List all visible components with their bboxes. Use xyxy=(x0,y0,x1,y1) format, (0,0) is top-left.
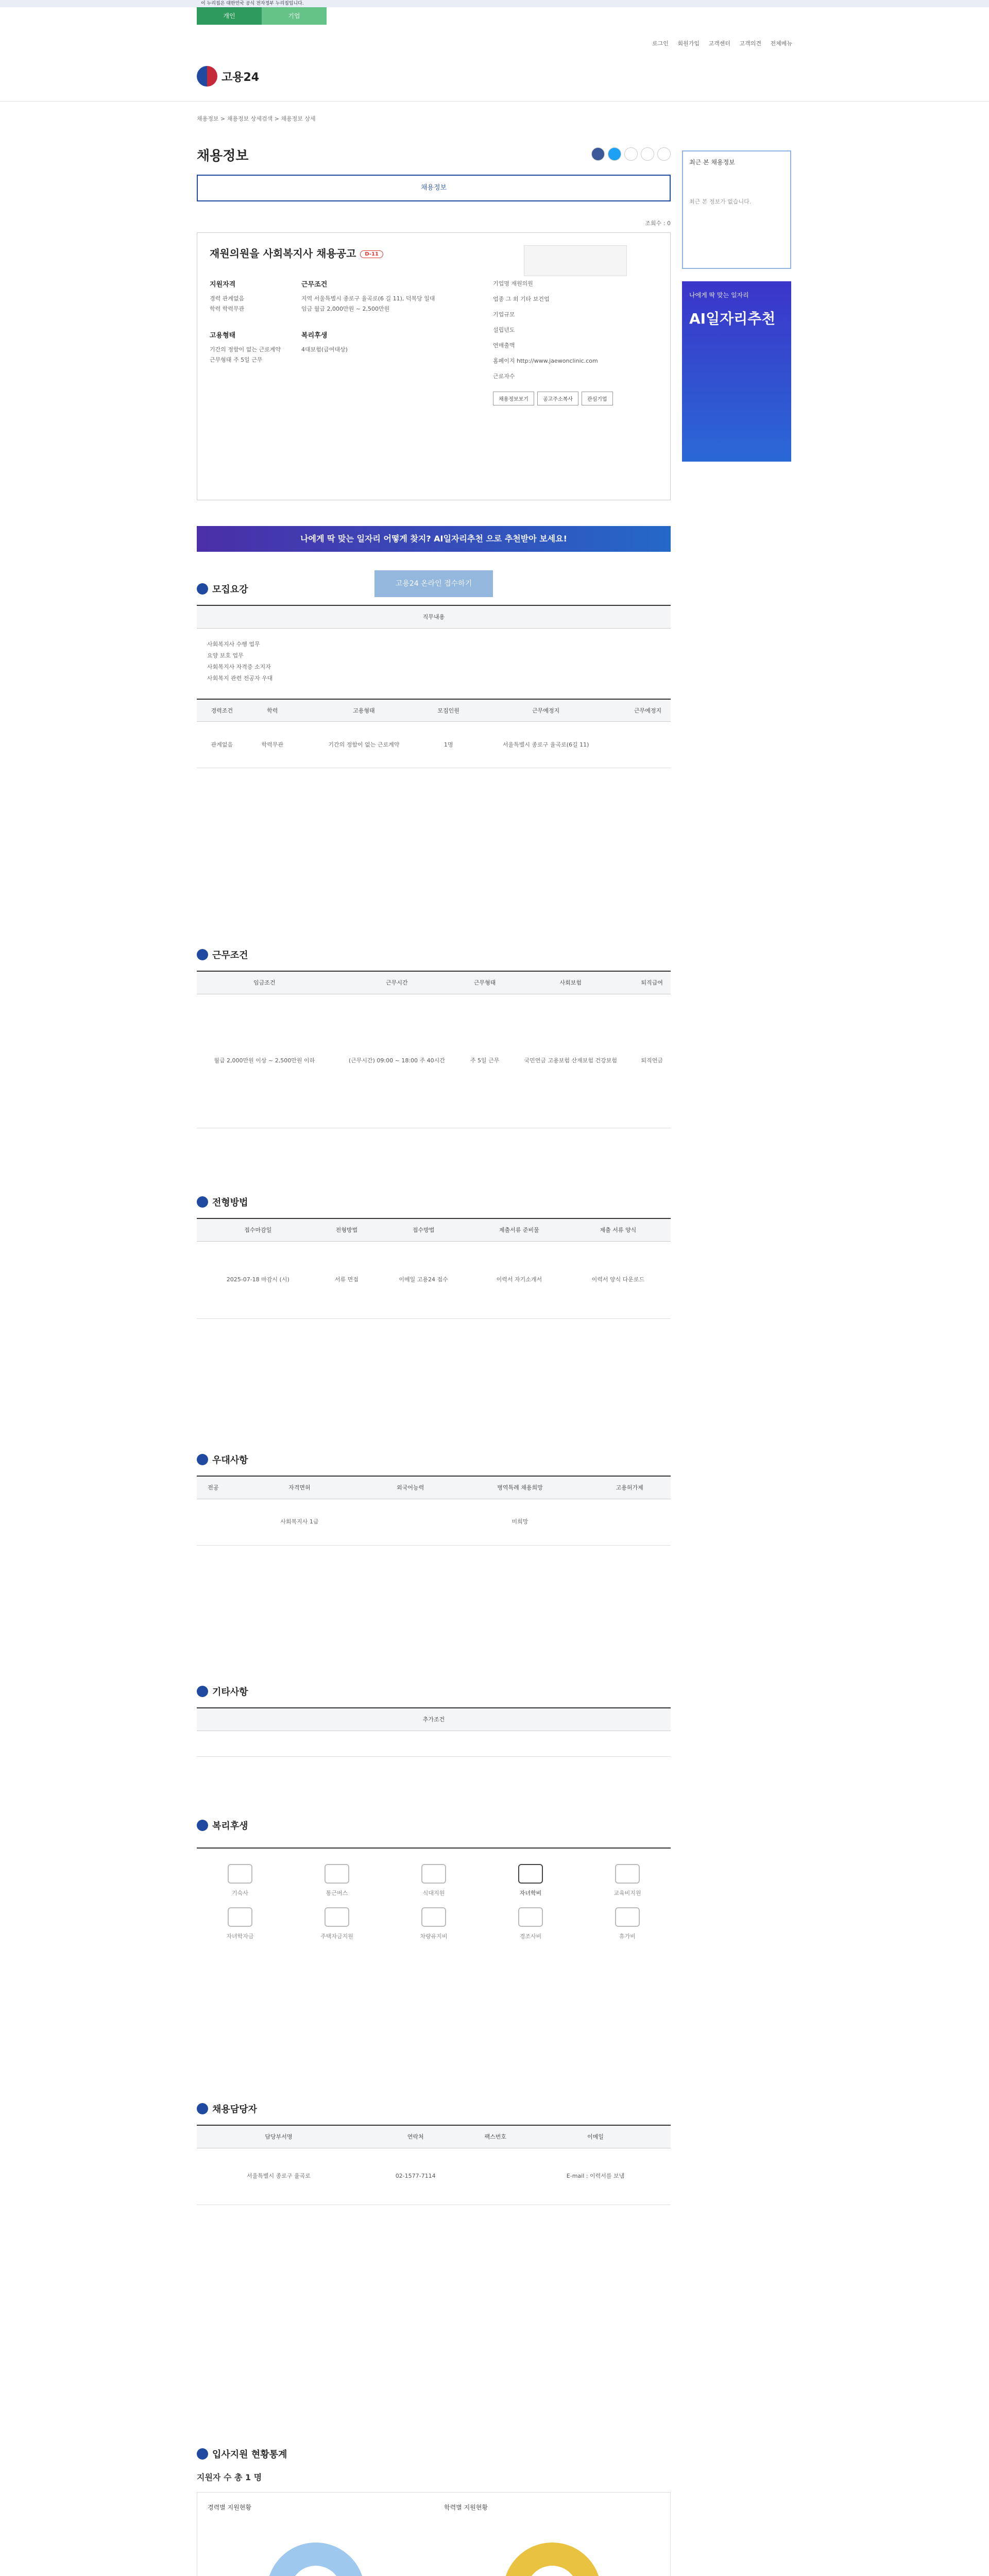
condition-col: 근무조건 지역 서울특별시 종로구 율곡로(6 길 11), 덕복당 일대 임금 월급 2,000만원 ~ 2,500만원 복리후생 4대보험(급여대상) xyxy=(301,281,435,353)
signup-link[interactable]: 회원가입 xyxy=(677,40,700,47)
welfare-section: 복리후생 기숙사 통근버스 식대지원 자녀학비 교육비지원 자녀학자금 주택자금지원 차량유지비 경조사비 휴가비 xyxy=(197,1819,671,1940)
taegeuk-icon xyxy=(197,66,217,87)
company-logo xyxy=(524,245,627,276)
util-links xyxy=(645,39,792,47)
welfare-item: 통근버스 xyxy=(294,1864,380,1897)
welfare-item: 주택자금지원 xyxy=(294,1907,380,1940)
stats-total: 지원자 수 총 1 명 xyxy=(197,2472,262,2482)
ai-banner[interactable]: 나에게 딱 맞는 일자리 어떻게 찾지? AI일자리추천 으로 추천받아 보세요! xyxy=(197,526,671,552)
twitter-icon[interactable] xyxy=(608,147,621,161)
tab-personal[interactable]: 개인 xyxy=(197,7,262,25)
view-count: 조회수 : 0 xyxy=(645,220,671,227)
link-icon[interactable] xyxy=(641,147,654,161)
stats-section: 입사지원 현황통계 지원자 수 총 1 명 경력별 지원현황 학력별 지원현황 xyxy=(197,2447,671,2576)
section-icon xyxy=(197,583,208,595)
share-buttons xyxy=(591,147,671,161)
section-icon xyxy=(197,1686,208,1697)
welfare-item: 휴가비 xyxy=(584,1907,671,1940)
section-icon xyxy=(197,1820,208,1831)
copy-button[interactable]: 공고주소복사 xyxy=(537,392,578,405)
favorite-button[interactable]: 관심기업 xyxy=(582,392,613,405)
login-link[interactable]: 로그인 xyxy=(652,40,669,47)
feedback-link[interactable]: 고객의견 xyxy=(739,40,761,47)
blog-icon[interactable] xyxy=(624,147,638,161)
contact-section: 채용담당자 담당부서명 연락처 팩스번호 이메일 서울특별시 종로구 율곡로 02-1577-7114 E-mail : 이력서를 보냄 xyxy=(197,2102,671,2205)
section-icon xyxy=(197,2448,208,2460)
company-info: 기업명 재원의원 업종 그 외 기타 보건업 기업규모 설립년도 연매출액 홈페이지 http://www.jaewonclinic.com 근로자수 채용정보보기 공고주소복사 관심기업 xyxy=(493,245,658,405)
page-title: 채용정보 xyxy=(197,148,249,164)
prefer-section: 우대사항 전공 자격면허 외국어능력 병역특례 채용희망 고용허가제 사회복지사 1급 미희망 xyxy=(197,1453,671,1546)
view-button[interactable]: 채용정보보기 xyxy=(493,392,534,405)
welfare-item: 차량유지비 xyxy=(390,1907,477,1940)
etc-section: 기타사항 추가조건 xyxy=(197,1685,671,1757)
welfare-item: 교육비지원 xyxy=(584,1864,671,1897)
main-content xyxy=(197,145,671,597)
section-icon xyxy=(197,949,208,960)
welfare-item: 자녀학자금 xyxy=(197,1907,283,1940)
sidebar xyxy=(682,150,791,462)
top-tabs xyxy=(0,7,989,25)
welfare-item: 식대지원 xyxy=(390,1864,477,1897)
welfare-item: 자녀학비 xyxy=(487,1864,574,1897)
recent-jobs: 최근 본 채용정보 최근 본 정보가 없습니다. xyxy=(682,150,791,269)
apply-method-section: 전형방법 접수마감일 전형방법 접수방법 제출서류 준비물 제출 서류 양식 2025-07-18 마감시 (시) 서류 면접 이메일 고용24 접수 이력서 자기소개서 이력서 양식 다운로드 xyxy=(197,1195,671,1319)
job-summary-card xyxy=(197,232,671,500)
section-icon xyxy=(197,1454,208,1465)
support-link[interactable]: 고객센터 xyxy=(708,40,730,47)
section-icon xyxy=(197,1196,208,1208)
menu-link[interactable]: 전체메뉴 xyxy=(770,40,792,47)
ai-promo[interactable]: 나에게 딱 맞는 일자리 AI일자리추천 xyxy=(682,281,791,462)
qualification-col: 지원자격 경력 관계없음 학력 학력무관 고용형태 기간의 정함이 없는 근로계약 근무형태 주 5일 근무 xyxy=(210,281,281,363)
section-icon xyxy=(197,2103,208,2114)
facebook-icon[interactable] xyxy=(591,147,605,161)
career-donut: 경력별 지원현황 xyxy=(208,2503,423,2576)
tab-company[interactable]: 기업 xyxy=(262,7,327,25)
condition-section: 근무조건 임금조건 근무시간 근무형태 사회보험 퇴직급여 월급 2,000만원 이상 ~ 2,500만원 이하 (근무시간) 09:00 ~ 18:00 주 40시간 주 5일 근무 국민연금 고용보험 산재보험 건강보험 퇴직연금 xyxy=(197,948,671,1128)
apply-online-button[interactable]: 고용24 온라인 접수하기 xyxy=(374,570,493,597)
breadcrumb: 채용정보 > 채용정보 상세검색 > 채용정보 상세 xyxy=(197,115,316,122)
recruit-section: 모집요강 직무내용 사회복지사 수행 업무 요양 보호 업무 사회복지사 자격증 소지자 사회복지 관련 전공자 우대 경력조건 학력 고용형태 모집인원 근무예정지 근무예정지 관계없음 학력무관 기간의 정함이 없는 근로계약 1명 서울특별시 종로구 율곡로(6길 11) xyxy=(197,582,671,768)
welfare-item: 기숙사 xyxy=(197,1864,283,1897)
job-title: 재원의원을 사회복지사 채용공고 D-11 xyxy=(210,245,658,260)
dday-badge: D-11 xyxy=(360,250,383,258)
welfare-item: 경조사비 xyxy=(487,1907,574,1940)
site-logo[interactable] xyxy=(197,66,259,87)
homepage-link[interactable]: 홈페이지 http://www.jaewonclinic.com xyxy=(493,358,598,364)
print-icon[interactable] xyxy=(657,147,671,161)
edu-donut: 학력별 지원현황 xyxy=(444,2503,660,2576)
dept-box: 채용정보 xyxy=(197,175,671,201)
gov-banner: 이 누리집은 대한민국 공식 전자정부 누리집입니다. xyxy=(0,0,989,7)
site-name: 고용24 xyxy=(221,71,260,84)
form-download-link[interactable]: 이력서 양식 다운로드 xyxy=(566,1241,671,1318)
